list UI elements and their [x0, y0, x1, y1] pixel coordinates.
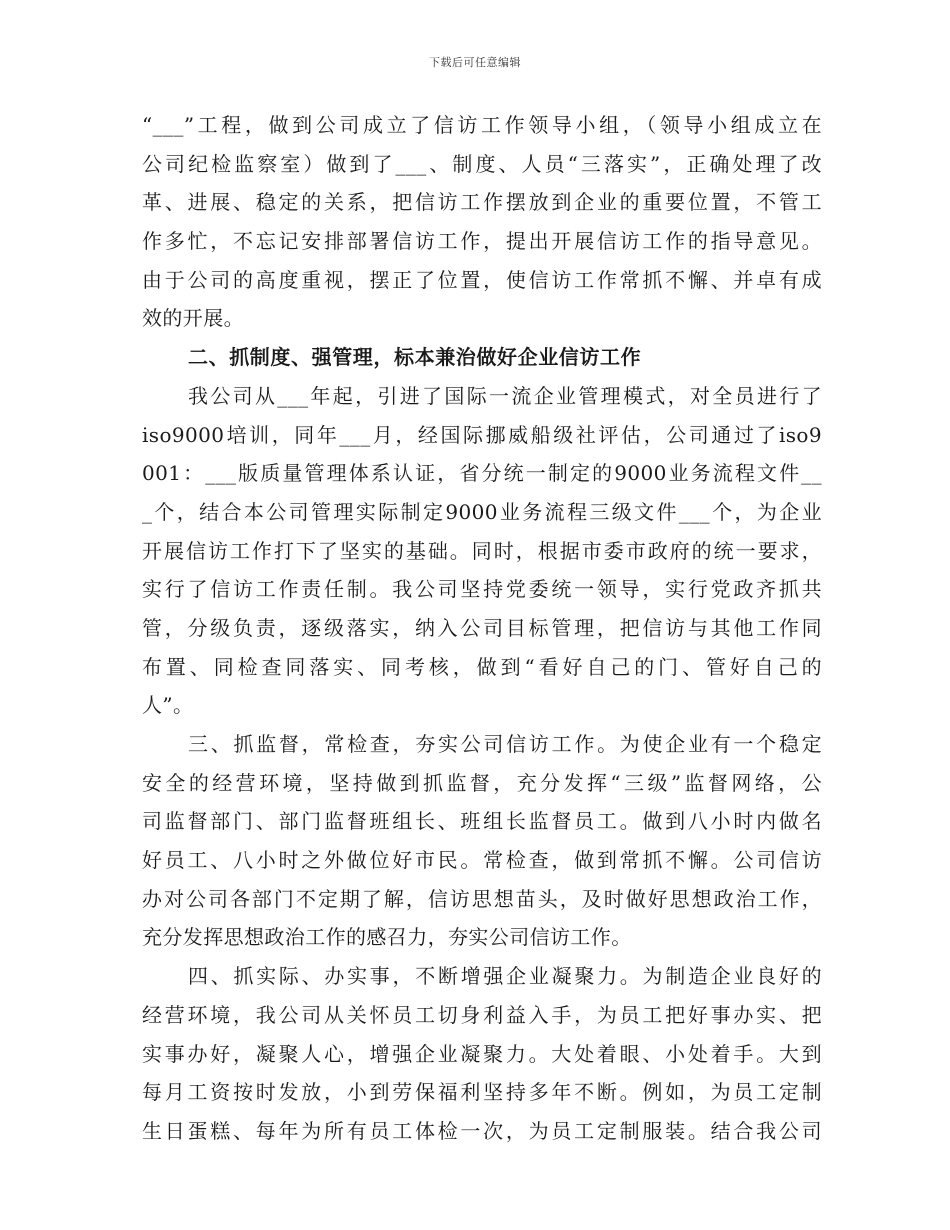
text-line: 生日蛋糕、每年为所有员工体检一次，为员工定制服装。结合我公司 — [142, 1118, 822, 1143]
paragraph-2 — [142, 377, 822, 725]
section-heading-2: 二、抓制度、强管理，标本兼治做好企业信访工作 — [188, 345, 642, 370]
text-line: 我公司从___年起，引进了国际一流企业管理模式，对全员进行了 — [188, 383, 822, 408]
text-line: 效的开展。 — [142, 306, 244, 331]
page-header: 下载后可任意编辑 — [429, 56, 521, 69]
text-line: 办对公司各部门不定期了解，信访思想苗头，及时做好思想政治工作， — [142, 886, 822, 911]
text-line: 001：___版质量管理体系认证，省分统一制定的9000业务流程文件__ — [142, 461, 822, 486]
text-line: 人”。 — [142, 693, 194, 718]
text-line: 管，分级负责，逐级落实，纳入公司目标管理，把信访与其他工作同 — [142, 615, 822, 640]
text-line: _个，结合本公司管理实际制定9000业务流程三级文件___个，为企业 — [142, 499, 822, 524]
text-line: 司监督部门、部门监督班组长、班组长监督员工。做到八小时内做名 — [142, 809, 822, 834]
text-line: 由于公司的高度重视，摆正了位置，使信访工作常抓不懈、并卓有成 — [142, 267, 822, 292]
text-line: 好员工、八小时之外做位好市民。常检查，做到常抓不懈。公司信访 — [142, 848, 822, 873]
text-line: 实行了信访工作责任制。我公司坚持党委统一领导，实行党政齐抓共 — [142, 577, 822, 602]
text-line: 公司纪检监察室）做到了___、制度、人员“三落实”，正确处理了改 — [142, 151, 822, 176]
paragraph-4 — [142, 957, 822, 1150]
text-line: 革、进展、稳定的关系，把信访工作摆放到企业的重要位置，不管工 — [142, 190, 822, 215]
text-line: 安全的经营环境，坚持做到抓监督，充分发挥“三级”监督网络，公 — [142, 770, 822, 795]
document-body — [142, 106, 822, 1151]
text-line: 充分发挥思想政治工作的感召力，夯实公司信访工作。 — [142, 925, 632, 950]
text-line: 每月工资按时发放，小到劳保福利坚持多年不断。例如，为员工定制 — [142, 1080, 822, 1105]
text-line: 作多忙，不忘记安排部署信访工作，提出开展信访工作的指导意见。 — [142, 229, 822, 254]
text-line: iso9000培训，同年___月，经国际挪威船级社评估，公司通过了iso9 — [142, 422, 822, 447]
text-line: 开展信访工作打下了坚实的基础。同时，根据市委市政府的统一要求， — [142, 538, 822, 563]
text-line: 经营环境，我公司从关怀员工切身利益入手，为员工把好事办实、把 — [142, 1002, 822, 1027]
paragraph-1 — [142, 106, 822, 338]
text-line: 实事办好，凝聚人心，增强企业凝聚力。大处着眼、小处着手。大到 — [142, 1041, 822, 1066]
text-line: “___”工程，做到公司成立了信访工作领导小组，（领导小组成立在 — [142, 113, 822, 137]
text-line: 布置、同检查同落实、同考核，做到“看好自己的门、管好自己的 — [142, 654, 822, 679]
text-line: 三、抓监督，常检查，夯实公司信访工作。为使企业有一个稳定 — [188, 732, 822, 756]
paragraph-3 — [142, 725, 822, 957]
text-line: 四、抓实际、办实事，不断增强企业凝聚力。为制造企业良好的 — [188, 964, 822, 989]
